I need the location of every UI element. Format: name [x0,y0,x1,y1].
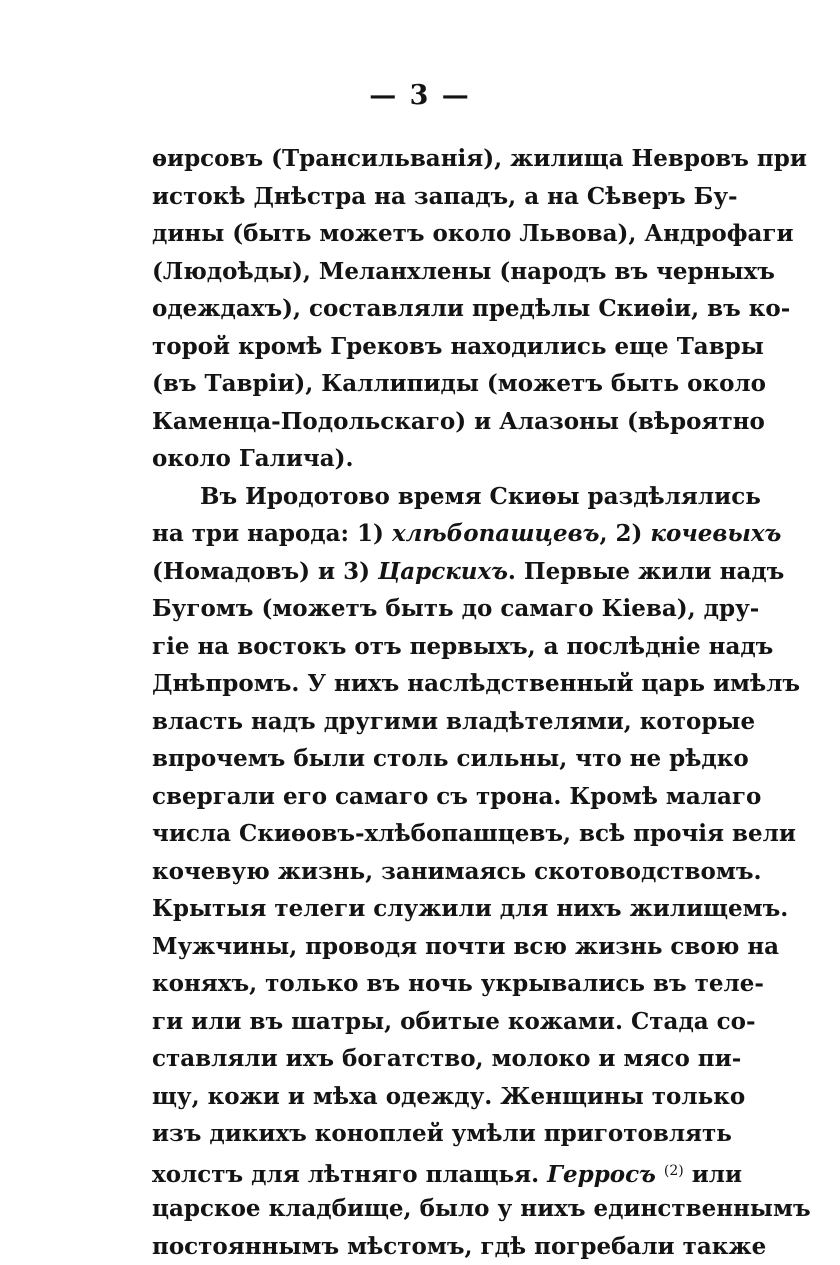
text-line: торой кромѣ Грековъ находились еще Тавры [152,328,702,366]
text-line [152,553,702,591]
text-line: впрочемъ были столь сильны, что не рѣдко [152,740,702,778]
text-line: Въ Иродотово время Скиѳы раздѣлялись [152,478,702,516]
text-line: свергали его самаго съ трона. Кромѣ малаго [152,778,702,816]
text-line: кочевую жизнь, занимаясь скотоводствомъ. [152,853,702,891]
text-line: изъ дикихъ коноплей умѣли приготовлять [152,1115,702,1153]
text-line: (Людоѣды), Меланхлены (народъ въ черныхъ [152,253,702,291]
text-line: щу, кожи и мѣха одежду. Женщины только [152,1078,702,1116]
text-line: постояннымъ мѣстомъ, гдѣ погребали также [152,1228,702,1265]
text-line: одеждахъ), составляли предѣлы Скиѳіи, въ ко- [152,290,702,328]
text-line: Бугомъ (можетъ быть до самаго Кіева), дру- [152,590,702,628]
text-line: ѳирсовъ (Трансильванія), жилища Невровъ при [152,140,702,178]
text-span: или [684,1161,742,1188]
italic-term: кочевыхъ [650,520,781,547]
text-line: ставляли ихъ богатство, молоко и мясо пи- [152,1040,702,1078]
text-line: власть надъ другими владѣтелями, которые [152,703,702,741]
text-span: , 2) [599,520,650,547]
text-line [152,1153,702,1191]
text-line: (въ Тавріи), Каллипиды (можетъ быть около [152,365,702,403]
text-line: Каменца-Подольскаго) и Алазоны (вѣроятно [152,403,702,441]
text-line [152,515,702,553]
text-span: (Номадовъ) и 3) [152,558,378,585]
text-line: царское кладбище, было у нихъ единственнымъ [152,1190,702,1228]
page-number: — 3 — [0,80,840,111]
text-span: холстъ для лѣтняго плащья. [152,1161,547,1188]
text-line: числа Скиѳовъ-хлѣбопашцевъ, всѣ прочія вели [152,815,702,853]
body-text [152,140,702,1265]
text-line: коняхъ, только въ ночь укрывались въ теле- [152,965,702,1003]
text-span: на три народа: 1) [152,520,392,547]
text-line: около Галича). [152,440,702,478]
footnote-marker: (2) [664,1163,684,1179]
text-line: дины (быть можетъ около Львова), Андрофаги [152,215,702,253]
text-line: Днѣпромъ. У нихъ наслѣдственный царь имѣлъ [152,665,702,703]
text-line: Мужчины, проводя почти всю жизнь свою на [152,928,702,966]
italic-term: Герросъ [547,1161,656,1188]
text-line: гіе на востокъ отъ первыхъ, а послѣдніе надъ [152,628,702,666]
text-line: ги или въ шатры, обитые кожами. Стада со- [152,1003,702,1041]
text-line: истокѣ Днѣстра на западъ, а на Сѣверъ Бу- [152,178,702,216]
text-line: Крытыя телеги служили для нихъ жилищемъ. [152,890,702,928]
italic-term: Царскихъ [378,558,508,585]
italic-term: хлѣбопашцевъ [392,520,600,547]
text-span: . Первые жили надъ [508,558,784,585]
